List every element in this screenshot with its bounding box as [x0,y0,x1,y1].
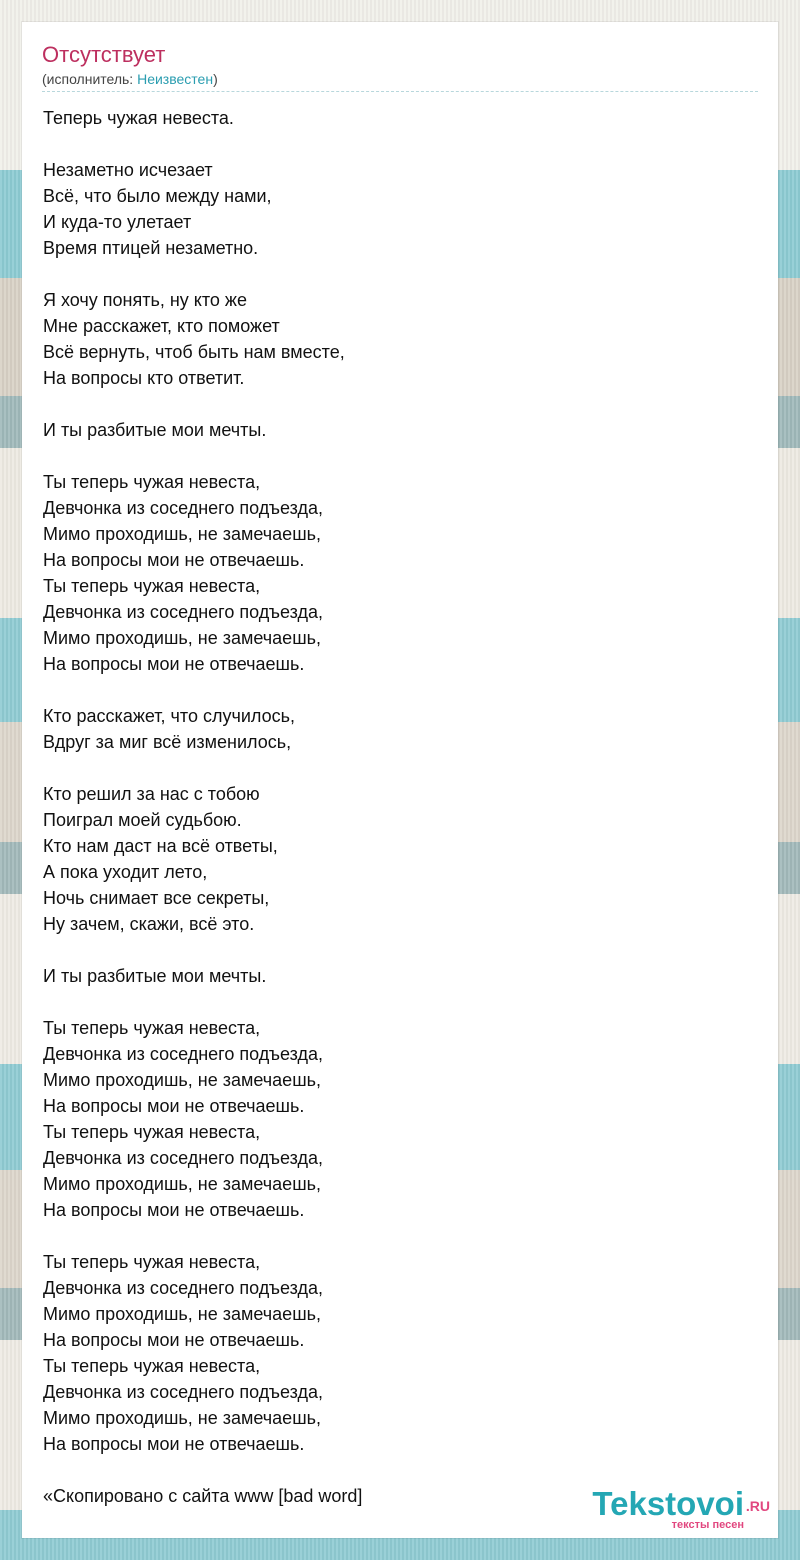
artist-link[interactable]: Неизвестен [137,71,214,87]
lyric-line: Время птицей незаметно. [43,238,259,258]
artist-suffix: ) [213,71,218,87]
logo-wordmark: Tekstovoi [592,1485,744,1522]
lyric-line: Ну зачем, скажи, всё это. [43,914,255,934]
lyric-line: «Скопировано с сайта www [bad word] [43,1486,363,1506]
lyric-line: Ты теперь чужая невеста, [43,1122,261,1142]
lyrics-card [22,22,778,1538]
lyric-line: Девчонка из соседнего подъезда, [43,498,324,518]
logo-domain: .RU [745,1498,770,1514]
artist-line [42,70,758,88]
lyric-line: А пока уходит лето, [43,862,208,882]
lyric-blank-line [43,1457,753,1483]
song-title: Отсутствует [42,42,166,67]
lyric-line: Мимо проходишь, не замечаешь, [43,1174,322,1194]
lyric-blank-line [43,989,753,1015]
lyric-line: На вопросы мои не отвечаешь. [43,654,305,674]
lyric-line: Кто решил за нас с тобою [43,784,260,804]
lyric-line: Ночь снимает все секреты, [43,888,270,908]
song-header [42,42,758,92]
lyric-line: Ты теперь чужая невеста, [43,1356,261,1376]
lyric-line: Девчонка из соседнего подъезда, [43,1278,324,1298]
lyric-line: Мимо проходишь, не замечаешь, [43,1408,322,1428]
lyric-line: Поиграл моей судьбою. [43,810,242,830]
lyric-line: Мимо проходишь, не замечаешь, [43,628,322,648]
lyric-blank-line [43,131,753,157]
lyric-line: Девчонка из соседнего подъезда, [43,602,324,622]
site-logo[interactable] [565,1484,770,1538]
lyric-line: Кто нам даст на всё ответы, [43,836,278,856]
lyric-line: Мимо проходишь, не замечаешь, [43,1070,322,1090]
lyric-line: Ты теперь чужая невеста, [43,576,261,596]
lyric-blank-line [43,443,753,469]
lyric-blank-line [43,391,753,417]
lyric-line: На вопросы мои не отвечаешь. [43,1330,305,1350]
lyric-line: Теперь чужая невеста. [43,108,234,128]
lyric-line: И ты разбитые мои мечты. [43,966,267,986]
lyric-blank-line [43,261,753,287]
lyric-line: На вопросы кто ответит. [43,368,245,388]
lyric-line: Кто расскажет, что случилось, [43,706,296,726]
lyric-blank-line [43,1223,753,1249]
lyric-line: Девчонка из соседнего подъезда, [43,1148,324,1168]
lyric-blank-line [43,937,753,963]
lyric-line: Мимо проходишь, не замечаешь, [43,1304,322,1324]
lyric-line: Незаметно исчезает [43,160,213,180]
lyric-line: Всё вернуть, чтоб быть нам вместе, [43,342,345,362]
lyric-blank-line [43,755,753,781]
lyric-line: Ты теперь чужая невеста, [43,1018,261,1038]
lyric-line: На вопросы мои не отвечаешь. [43,1096,305,1116]
lyric-blank-line [43,677,753,703]
lyric-line: Ты теперь чужая невеста, [43,472,261,492]
lyric-line: Мимо проходишь, не замечаешь, [43,524,322,544]
lyric-line: И куда-то улетает [43,212,192,232]
logo-tagline: тексты песен [671,1519,744,1531]
lyrics-text [43,105,753,1509]
lyric-line: Девчонка из соседнего подъезда, [43,1044,324,1064]
lyric-line: На вопросы мои не отвечаешь. [43,550,305,570]
lyric-line: Ты теперь чужая невеста, [43,1252,261,1272]
artist-prefix: (исполнитель: [42,71,138,87]
lyric-line: Вдруг за миг всё изменилось, [43,732,292,752]
lyric-line: На вопросы мои не отвечаешь. [43,1200,305,1220]
lyric-line: И ты разбитые мои мечты. [43,420,267,440]
lyric-line: Мне расскажет, кто поможет [43,316,280,336]
lyric-line: На вопросы мои не отвечаешь. [43,1434,305,1454]
lyric-line: Всё, что было между нами, [43,186,272,206]
lyric-line: Я хочу понять, ну кто же [43,290,247,310]
lyric-line: Девчонка из соседнего подъезда, [43,1382,324,1402]
